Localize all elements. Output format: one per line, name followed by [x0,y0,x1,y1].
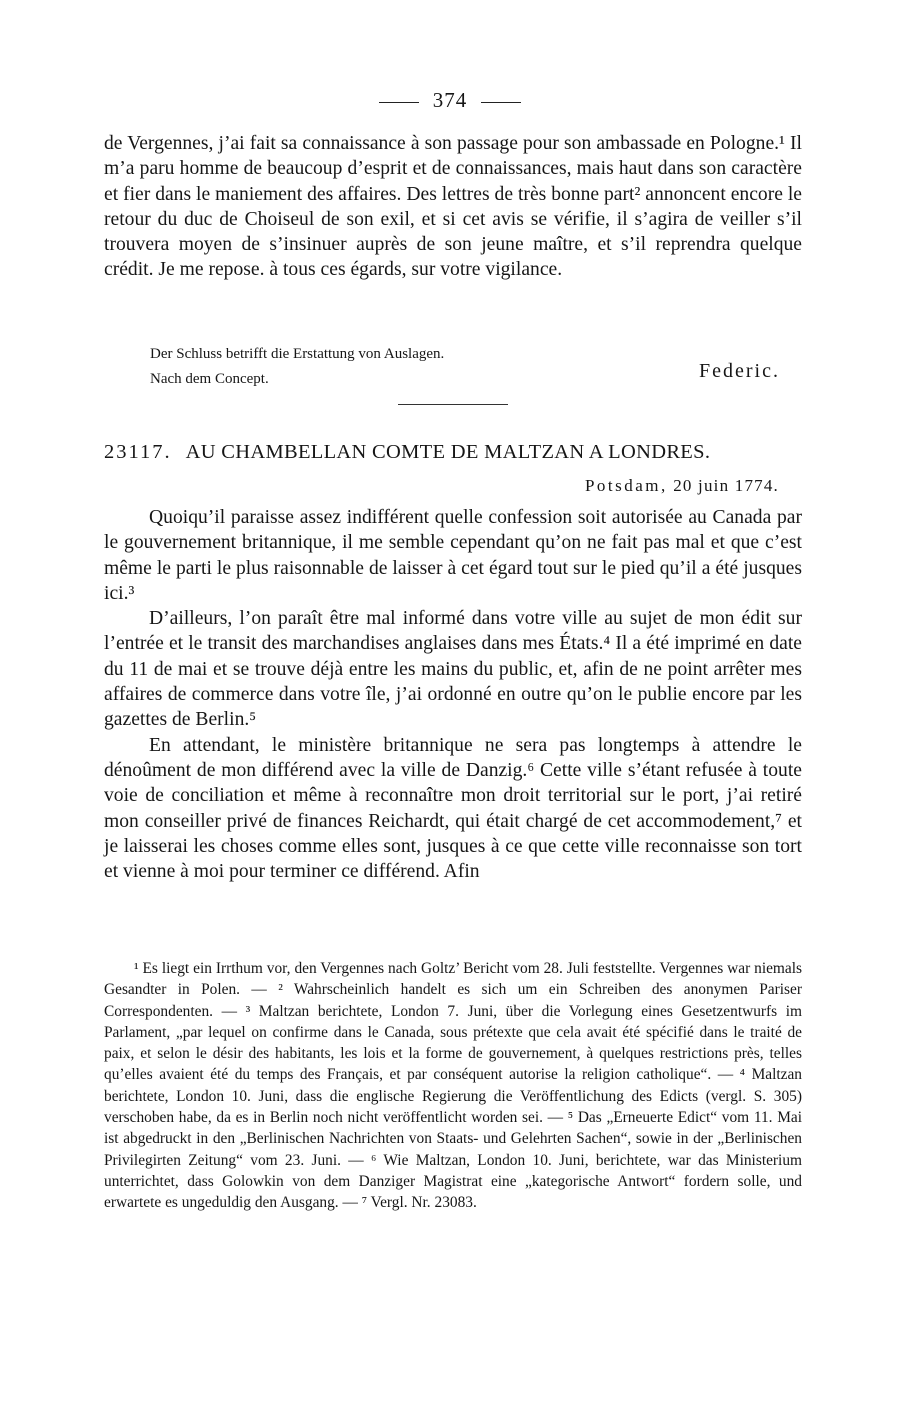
dateline-place: Potsdam, [584,476,668,495]
footnotes [104,958,802,1214]
document-number: 23117. [104,441,172,463]
footnotes-text: ¹ Es liegt ein Irrthum vor, den Vergennes nach Goltz’ Bericht vom 28. Juli feststellte. Vergennes war niemals Gesandter in Polen. — ² Wahrscheinlich handelt es sich um ein Schreiben des anonymen Pariser Correspondenten. — ³ Maltzan berichtete, London 7. Juni, über die Vorlegung eines Gesetzentwurfs im Parlament, „par lequel on confirme dans le Canada, sous prétexte que cela avait été spécifié dans le traité de paix, et selon le désir des habitants, les lois et la forme de gouvernement, à quelques restrictions près, telles qu’elles avaient été du temps des Français, et par conséquent autorise la religion catholique“. — ⁴ Maltzan berichtete, London 10. Juni, dass die englische Regierung die Veröffentlichung des Edicts (vergl. S. 305) verschoben habe, da es in Berlin noch nicht veröffentlicht worden sei. — ⁵ Das „Erneuerte Edict“ vom 11. Mai ist abgedruckt in den „Berlinischen Nachrichten von Staats- und Gelehrten Sachen“, sowie in der „Berlinischen Privilegirten Zeitung“ vom 23. Juni. — ⁶ Wie Maltzan, London 10. Juni, berichtete, war das Ministerium unterrichtet, dass Golowkin von dem Danziger Magistrat eine „kategorische Antwort“ fordern solle, und erwartete es ungeduldig den Ausgang. — ⁷ Vergl. Nr. 23083. [104,960,802,1212]
page-number [0,88,900,113]
closing-note: Der Schluss betrifft die Erstattung von Auslagen. [150,346,445,362]
page-number-dash-right [481,102,521,103]
editorial-notes [104,342,802,392]
dateline [585,476,779,496]
letter-paragraph-3: En attendant, le ministère britannique ne sera pas longtemps à attendre le dénoûment de mon différend avec la ville de Danzig.⁶ Cette ville s’étant refusée à toute voie de conciliation et même à reconnaître mon droit territorial sur le port, j’ai retiré mon conseiller privé de finances Reichardt, qui était chargé de cet accommodement,⁷ et je laisserai les choses comme elles sont, jusques à ce que cette ville reconnaisse son tort et vienne à moi pour terminer ce différend. Afin [104,734,802,883]
page-number-text: 374 [432,88,468,112]
continuation-paragraph [104,131,802,283]
section-divider [398,404,508,405]
letter-paragraph-2: D’ailleurs, l’on paraît être mal informé dans votre ville au sujet de mon édit sur l’entrée et le transit des marchandises anglaises dans mes États.⁴ Il a été imprimé en date du 11 de mai et se trouve déjà entre les mains du public, et, afin de ne point arrêter mes affaires de commerce dans votre île, j’ai ordonné en outre qu’on le publie encore par les gazettes de Berlin.⁵ [104,608,802,731]
source-note: Nach dem Concept. [150,371,269,387]
continuation-text: de Vergennes, j’ai fait sa connaissance à son passage pour son ambassade en Pologne.¹ Il m’a paru homme de beaucoup d’esprit et de connaissances, mais haut dans son caractère et fier dans le maniement des affaires. Des lettres de très bonne part² annoncent encore le retour du duc de Choiseul de son exil, et si cet avis se vérifie, il s’agira de veiller s’il trouvera moyen de s’insinuer auprès de son jeune maître, et s’il reprendra quelque crédit. Je me repose. à tous ces égards, sur votre vigilance. [104,133,802,281]
document-title: AU CHAMBELLAN COMTE DE MALTZAN A LONDRES. [185,441,711,463]
document-heading [104,441,804,464]
dateline-date: 20 juin 1774. [673,476,779,495]
letter-body [104,505,802,884]
signature: Federic. [699,360,780,382]
letter-paragraph-1: Quoiqu’il paraisse assez indifférent quelle confession soit autorisée au Canada par le gouvernement britannique, il me semble cependant qu’on ne fait pas mal et que c’est même le parti le plus raisonnable de laisser à cet égard tout sur le pied qu’il a été jusques ici.³ [104,507,802,604]
page-number-dash-left [379,102,419,103]
